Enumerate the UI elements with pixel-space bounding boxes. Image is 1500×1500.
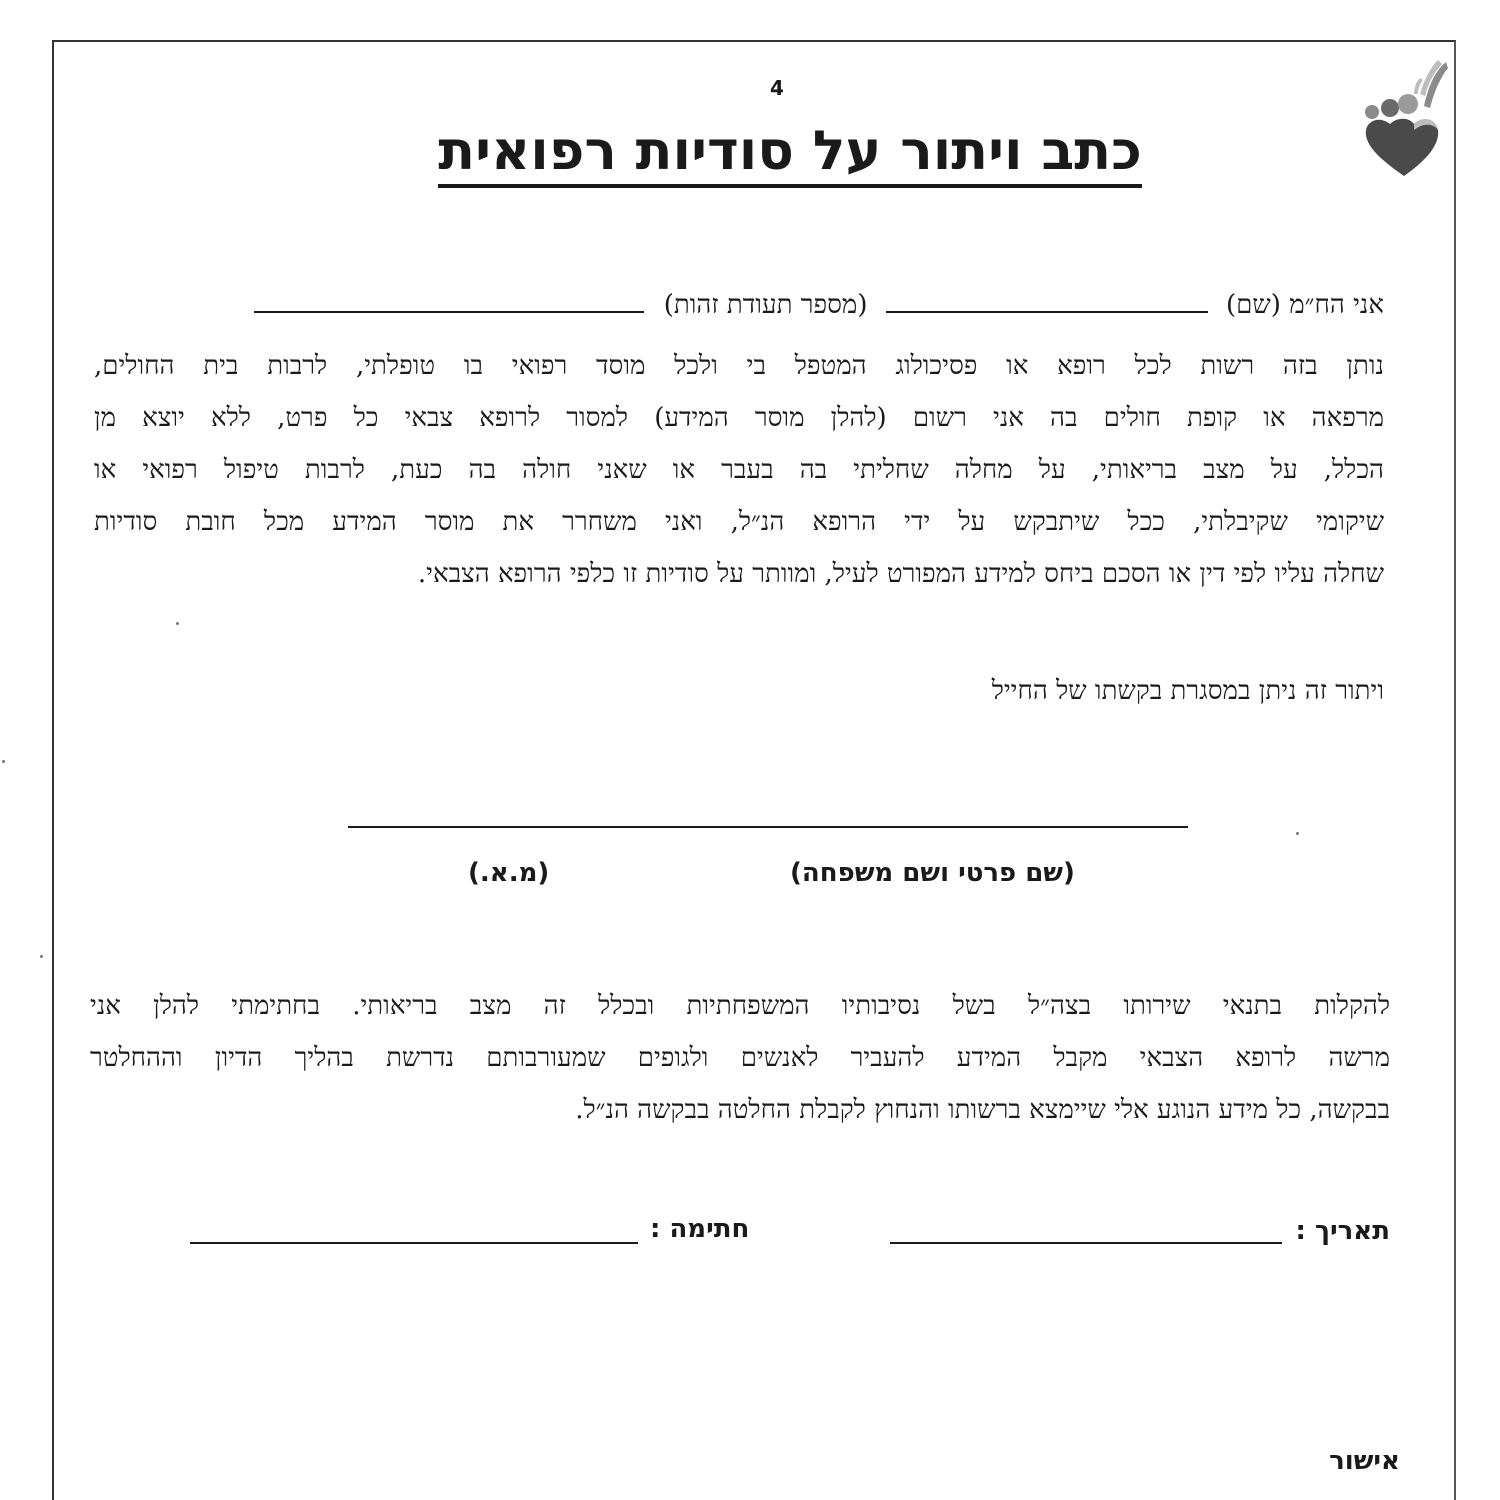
soldier-name-field[interactable] [348, 826, 1188, 828]
date-label: תאריך : [1295, 1216, 1390, 1246]
paragraph-line: מרשה לרופא הצבאי מקבל המידע להעביר לאנשים ולגופים שמעורבותם נדרשת בהליך הדיון וההחלטר [90, 1043, 1390, 1073]
name-field[interactable] [886, 291, 1208, 313]
paragraph-line: נותן בזה רשות לכל רופא או פסיכולוג המטפל בי ולכל מוסד רפואי בו טופלתי, לרבות בית החולים, [94, 351, 1384, 381]
page-frame [52, 40, 1456, 1500]
waiver-paragraph [94, 340, 1384, 600]
approval-label: אישור [1329, 1446, 1400, 1476]
context-line: ויתור זה ניתן במסגרת בקשתו של החייל [991, 676, 1384, 706]
page-number: 4 [770, 76, 784, 100]
logo-dot-2 [1381, 99, 1399, 117]
id-number-label: (מספר תעודת זהות) [663, 290, 868, 320]
signature-field[interactable] [190, 1242, 638, 1244]
scan-speck [1296, 832, 1299, 835]
date-field[interactable] [890, 1242, 1282, 1244]
signature-label: חתימה : [650, 1214, 750, 1244]
logo-leaves [1414, 60, 1448, 108]
soldier-name-label: (שם פרטי ושם משפחה) [790, 858, 1075, 888]
scan-speck [2, 760, 5, 763]
page-title [380, 118, 1200, 184]
paragraph-line: מרפאה או קופת חולים בה אני רשום (להלן מוסר המידע) למסור לרופא צבאי כל פרט, ללא יוצא מן [94, 403, 1384, 433]
page-title-text: כתב ויתור על סודיות רפואית [438, 119, 1142, 188]
paragraph-line: בבקשה, כל מידע הנוגע אלי שיימצא ברשותו והנחוץ לקבלת החלטה בבקשה הנ״ל. [575, 1095, 1390, 1125]
scan-speck [40, 955, 43, 958]
paragraph-line: להקלות בתנאי שירותו בצה״ל בשל נסיבותיו המשפחתיות ובכלל זה מצב בריאותי. בחתימתי להלן אני [90, 991, 1390, 1021]
id-number-field[interactable] [254, 291, 644, 313]
paragraph-line: שחלה עליו לפי דין או הסכם ביחס למידע המפורט לעיל, ומוותר על סודיות זו כלפי הרופא הצבאי. [417, 559, 1384, 589]
paragraph-line: שיקומי שקיבלתי, ככל שיתבקש על ידי הרופא הנ״ל, ואני משחרר את מוסר המידע מכל חובת סודיות [94, 507, 1384, 537]
paragraph-line: הכלל, על מצב בריאותי, על מחלה שחליתי בה בעבר או שאני חולה בה כעת, לרבות טיפול רפואי או [94, 455, 1384, 485]
logo-heart [1366, 119, 1438, 176]
scan-speck [176, 622, 179, 625]
logo-dot-3 [1398, 94, 1418, 114]
organization-logo [1358, 58, 1450, 180]
logo-dot-1 [1365, 105, 1379, 119]
soldier-id-label: (מ.א.) [468, 858, 550, 888]
identity-line [254, 288, 1384, 322]
authorization-paragraph [90, 980, 1390, 1136]
identity-intro-label: אני הח״מ (שם) [1226, 290, 1384, 320]
